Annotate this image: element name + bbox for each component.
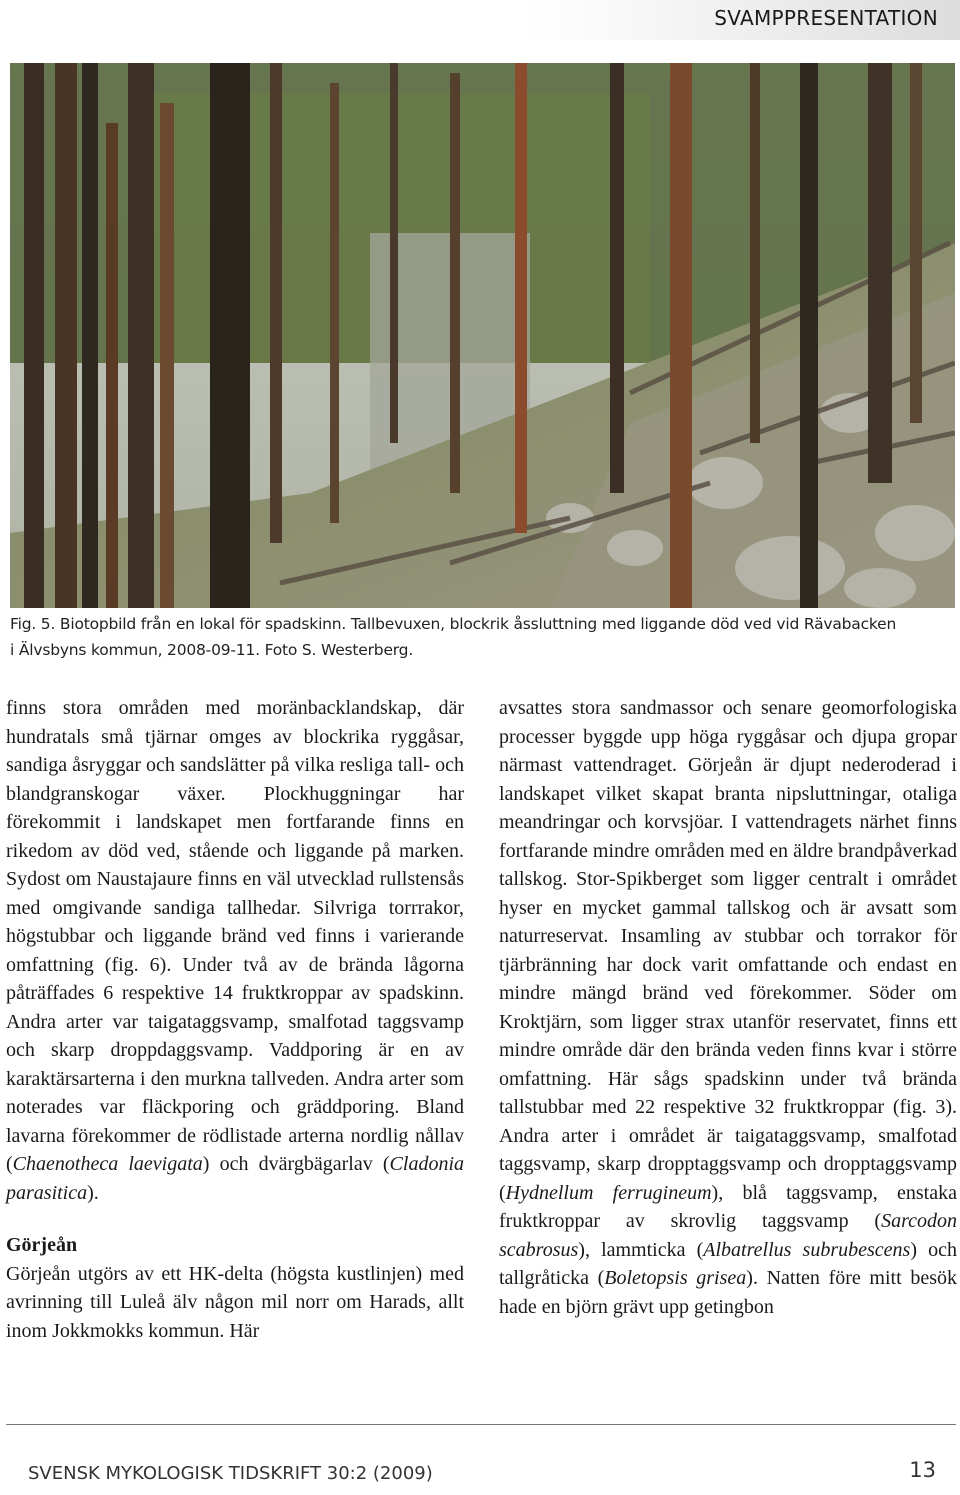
paragraph-gorjean: Görjeån utgörs av ett HK-delta (högsta kustlinjen) med avrinning till Luleå älv någon mil norr om Harads, allt inom Jokkmokks kommun. Här — [6, 1262, 464, 1342]
biotope-photo — [10, 63, 955, 608]
caption-line-2: i Älvsbyns kommun, 2008-09-11. Foto S. Westerberg. — [10, 641, 414, 659]
paragraph-text: ) och dvärgbägarlav ( — [202, 1153, 390, 1175]
species-name: Boletopsis grisea — [604, 1267, 747, 1289]
page-number: 13 — [909, 1458, 936, 1482]
paragraph-text: ), lammticka ( — [578, 1238, 704, 1261]
paragraph-text: ), blå taggsvamp, enstaka fruktkroppar av skrovlig taggsvamp ( — [499, 1181, 957, 1232]
species-name: Albatrellus subrubescens — [703, 1238, 911, 1261]
footer-rule — [6, 1424, 956, 1425]
paragraph-text: ) och tallgråticka ( — [499, 1238, 957, 1289]
paragraph-text: ). — [87, 1181, 99, 1204]
species-name: Chaenotheca laevigata — [12, 1153, 203, 1175]
paragraph-naustajaure — [6, 694, 464, 1207]
paragraph-text: avsattes stora sandmassor och senare geomorfologiska processer byggde upp höga ryggåsar och djupa gropar närmast vattendraget. Görjeån är djupt nederoderad i landskapet vilket skapat branta nipsluttningar, otaliga meandringar och korvsjöar. I vattendragets närhet finns fortfarande mindre områden med en äldre brandpåverkad tallskog. Stor-Spikberget som ligger centralt i området hyser en mycket gammal tallskog och är avsatt som naturreservat. Insamling av stubbar och torrakor för tjärbränning har dock varit omfattande och endast en mindre mängd bränd ved förekommer. Söder om Kroktjärn, som ligger strax utanför reservatet, finns ett mindre område där den brända veden finns kvar i större omfattning. Här sågs spadskinn under två brända tallstubbar med 22 respektive 32 fruktkroppar (fig. 3). Andra arter i området är taigataggsvamp, smalfotad taggsvamp, skarp dropptaggsvamp och dropptaggsvamp ( — [499, 697, 957, 1204]
species-name: Hydnellum ferrugineum — [505, 1181, 712, 1204]
caption-line-1: Fig. 5. Biotopbild från en lokal för spadskinn. Tallbevuxen, blockrik åssluttning med liggande död ved vid Rävabacken — [10, 615, 897, 633]
left-column — [6, 694, 464, 1345]
paragraph-gorjean-continued — [499, 694, 957, 1321]
section-heading-gorjean: Görjeån — [6, 1234, 78, 1256]
forest-slope-photo — [10, 63, 955, 608]
paragraph-text: finns stora områden med moränbacklandskap, där hundratals små tjärnar omges av blockrika ryggåsar, sandiga åsryggar och sandslätter på vilka resliga tall- och blandgranskogar växer. Plockhuggningar har förekommit i landskapet men fortfarande finns en rikedom av död ved, stående och liggande på marken. Sydost om Naustajaure finns en väl utvecklad rullstensås med omgivande sandiga tallhedar. Silvriga torrrakor, högstubbar och liggande bränd ved finns i varierande omfattning (fig. 6). Under två av de brända lågorna påträffades 6 respektive 14 fruktkroppar av spadskinn. Andra arter var taigataggsvamp, smalfotad taggsvamp och skarp droppdaggsvamp. Vaddporing är en av karaktärsarterna i den murkna tallveden. Andra arter som noterades var fläckporing och gräddporing. Bland lavarna förekommer de rödlistade arterna nordlig nållav ( — [6, 697, 464, 1175]
section-label: SVAMPPRESENTATION — [714, 6, 938, 30]
species-name: Cladonia parasitica — [6, 1153, 464, 1204]
species-name: Sarcodon scabrosus — [499, 1210, 957, 1261]
paragraph-text: ). Natten före mitt besök hade en björn grävt upp getingbon — [499, 1267, 957, 1318]
right-column — [499, 694, 957, 1321]
journal-title: SVENSK MYKOLOGISK TIDSKRIFT 30:2 (2009) — [28, 1463, 433, 1484]
figure-caption — [10, 611, 960, 663]
